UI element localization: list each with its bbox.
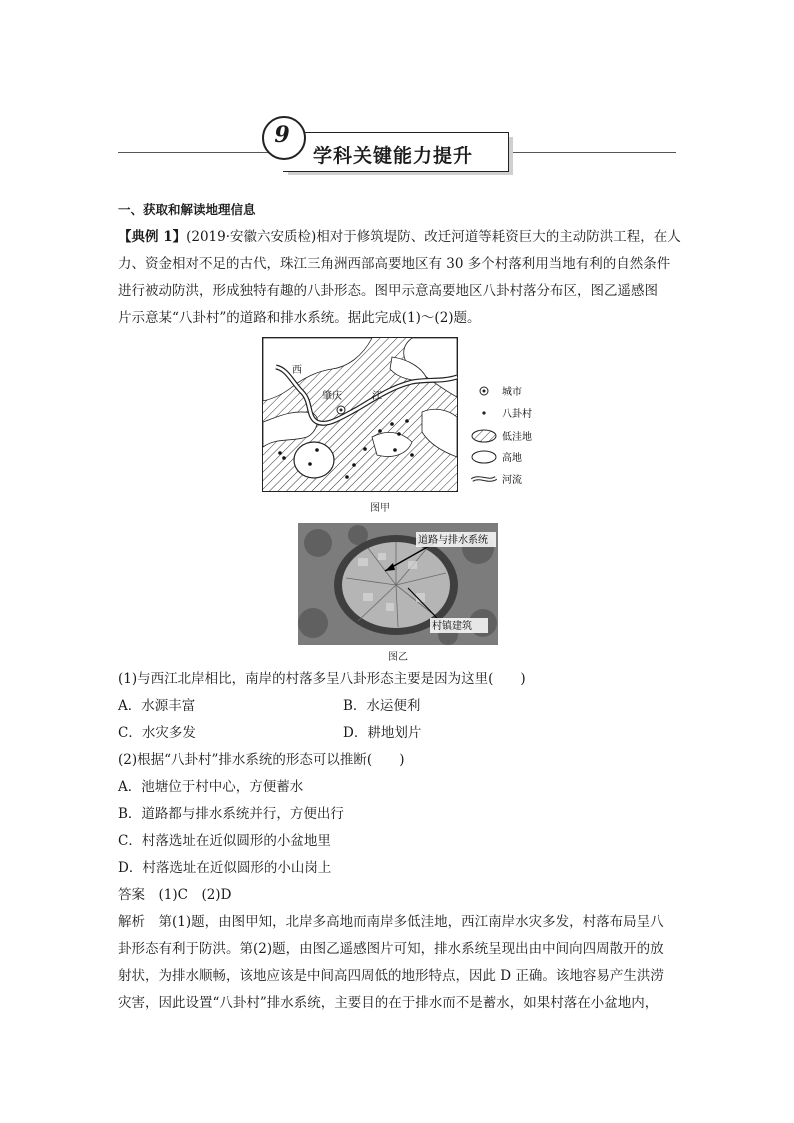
legend-lowland: 低洼地	[502, 432, 532, 443]
header-rule-left	[118, 152, 268, 153]
analysis-line-2: 卦形态有利于防洪。第(2)题，由图乙遥感图片可知，排水系统呈现出由中间向四周散开的放	[118, 941, 664, 957]
page-title: 学科关键能力提升	[313, 145, 474, 167]
example-line-4: 片示意某“八卦村”的道路和排水系统。据此完成(1)～(2)题。	[118, 310, 481, 326]
example-line-3: 进行被动防洪，形成独特有趣的八卦形态。图甲示意高要地区八卦村落分布区，图乙遥感图	[118, 283, 658, 299]
q2-option-c: C．村落选址在近似圆形的小盆地里	[118, 833, 331, 849]
q2-stem: (2)根据“八卦村”排水系统的形态可以推断( )	[118, 752, 405, 768]
chapter-number: 9	[274, 122, 290, 148]
analysis-line-4: 灾害，因此设置“八卦村”排水系统，主要目的在于排水而不是蓄水，如果村落在小盆地内，	[118, 995, 659, 1011]
label-buildings: 村镇建筑	[432, 621, 472, 632]
example-text-1: (2019·安徽六安质检)相对于修筑堤防、改迁河道等耗资巨大的主动防洪工程，在人	[186, 229, 681, 245]
q1-option-c: C．水灾多发	[118, 725, 196, 741]
figure-b-satellite	[298, 523, 498, 645]
figure-a-caption: 图甲	[370, 503, 390, 514]
header-rule-right	[508, 152, 676, 153]
answer-line: 答案 (1)C (2)D	[118, 887, 232, 903]
figure-b-caption: 图乙	[388, 652, 408, 663]
example-line-1	[118, 228, 681, 246]
example-tag: 【典例 1】	[118, 229, 187, 245]
q1-option-b: B．水运便利	[343, 698, 421, 714]
map-legend	[472, 385, 532, 486]
q1-stem: (1)与西江北岸相比，南岸的村落多呈八卦形态主要是因为这里( )	[118, 671, 526, 687]
q2-option-d: D．村落选址在近似圆形的小山岗上	[118, 860, 332, 876]
analysis-line-3: 射状，为排水顺畅，该地应该是中间高四周低的地形特点，因此 D 正确。该地容易产生洪涝	[118, 968, 664, 984]
section-title: 一、获取和解读地理信息	[118, 202, 256, 217]
q2-option-b: B．道路都与排水系统并行，方便出行	[118, 806, 344, 822]
analysis-line-1: 解析 第(1)题，由图甲知，北岸多高地而南岸多低洼地，西江南岸水灾多发，村落布局呈八	[118, 914, 664, 930]
q2-option-a: A．池塘位于村中心，方便蓄水	[118, 779, 304, 795]
legend-highland: 高地	[502, 453, 522, 464]
q1-option-a: A．水源丰富	[118, 698, 196, 714]
label-road-drainage: 道路与排水系统	[418, 535, 488, 546]
example-line-2: 力、资金相对不足的古代，珠江三角洲西部高要地区有 30 多个村落利用当地有利的自然条件	[118, 256, 671, 272]
map-label-jiang: 江	[372, 391, 382, 402]
legend-city: 城市	[502, 387, 522, 398]
legend-village: 八卦村	[502, 409, 532, 420]
map-label-xi: 西	[292, 365, 302, 376]
figure-a-map	[262, 337, 537, 495]
legend-river: 河流	[502, 475, 522, 486]
q1-option-d: D．耕地划片	[343, 725, 422, 741]
map-label-zhaoqing: 肇庆	[322, 391, 342, 402]
